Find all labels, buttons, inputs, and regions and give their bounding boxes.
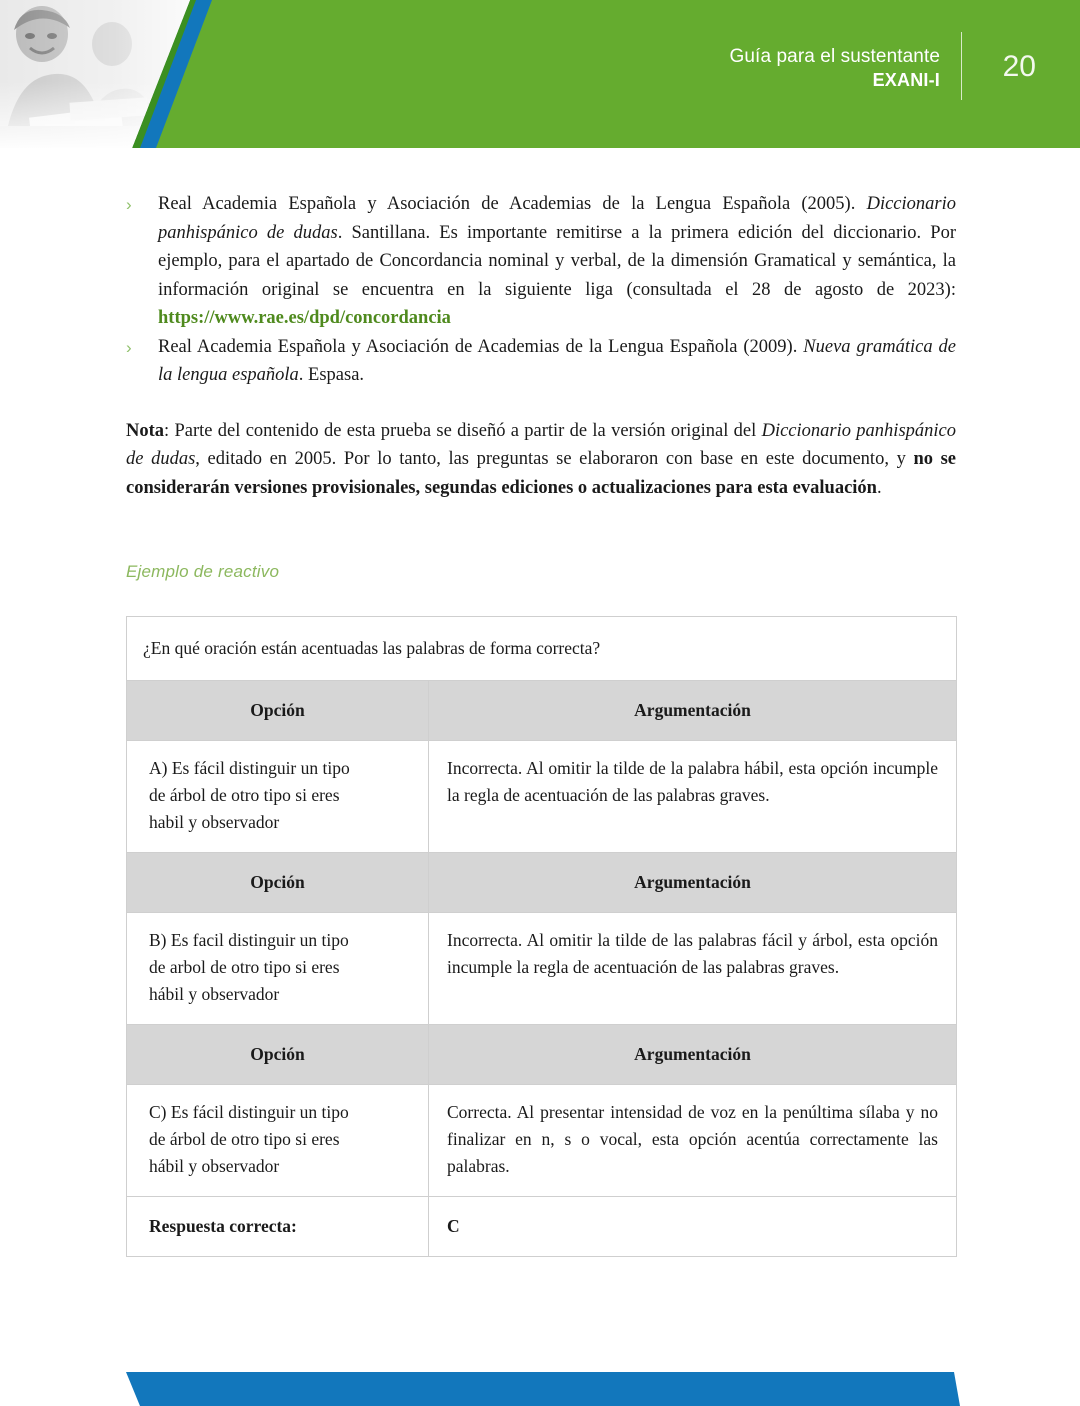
reference-list — [126, 190, 956, 390]
table-row — [127, 913, 957, 1025]
column-header-argumentacion: Argumentación — [429, 681, 957, 741]
nota-label: Nota — [126, 420, 165, 441]
option-line: B) Es facil distinguir un tipo — [149, 930, 349, 950]
nota-paragraph — [126, 417, 956, 503]
table-row-header — [127, 853, 957, 913]
reference-text-part2: . Espasa. — [298, 365, 365, 385]
table-row-header — [127, 681, 957, 741]
column-header-argumentacion: Argumentación — [429, 853, 957, 913]
table-row — [127, 741, 957, 853]
option-line: hábil y observador — [149, 1156, 280, 1176]
nota-bold-clause: no se considerarán versiones provisionales, segundas ediciones o actualizaciones para esta evaluación — [126, 449, 956, 498]
nota-italic-title: Diccionario panhispánico de dudas — [126, 420, 956, 469]
section-heading-ejemplo: Ejemplo de reactivo — [126, 562, 280, 581]
table-row-question — [127, 617, 957, 681]
nota-part2: , editado en 2005. Por lo tanto, las preguntas se elaboraron con base en este documento, y — [195, 449, 914, 469]
footer-blue-bar — [0, 1372, 1080, 1406]
chevron-right-icon: › — [126, 195, 132, 214]
column-header-opcion: Opción — [127, 853, 429, 913]
column-header-opcion: Opción — [127, 1025, 429, 1085]
header-title: Guía para el sustentante — [729, 46, 940, 67]
question-cell: ¿En qué oración están acentuadas las palabras de forma correcta? — [127, 617, 957, 681]
argument-cell-a: Incorrecta. Al omitir la tilde de la palabra hábil, esta opción incumple la regla de acentuación de las palabras graves. — [429, 741, 957, 853]
option-cell-c — [127, 1085, 429, 1197]
nota-part1: : Parte del contenido de esta prueba se diseñó a partir de la versión original del — [164, 420, 762, 441]
nota-part3: . — [876, 477, 882, 498]
column-header-opcion: Opción — [127, 681, 429, 741]
rae-link[interactable]: https://www.rae.es/dpd/concordancia — [158, 308, 451, 328]
column-header-argumentacion: Argumentación — [429, 1025, 957, 1085]
option-line: C) Es fácil distinguir un tipo — [149, 1102, 349, 1122]
header-title-block — [730, 44, 940, 93]
reference-text-part1: Real Academia Española y Asociación de Academias de la Lengua Española (2005). — [158, 194, 867, 214]
option-line: habil y observador — [149, 812, 280, 832]
reference-text-part1: Real Academia Española y Asociación de Academias de la Lengua Española (2009). — [158, 336, 804, 357]
page-number: 20 — [1002, 50, 1036, 83]
reference-text-part2: . Santillana. Es importante remitirse a la primera edición del diccionario. Por ejemplo, para el apartado de Concordancia nominal y verbal, de la dimensión Gramatical y semántica, la información original se encuentra en la siguiente liga (consultada el 28 de agosto de 2023): — [158, 222, 956, 300]
option-line: de arbol de otro tipo si eres — [149, 957, 340, 977]
argument-cell-b: Incorrecta. Al omitir la tilde de las palabras fácil y árbol, esta opción incumple la regla de acentuación de las palabras graves. — [429, 913, 957, 1025]
table-row — [127, 1085, 957, 1197]
option-line: de árbol de otro tipo si eres — [149, 1129, 340, 1149]
argument-cell-c: Correcta. Al presentar intensidad de voz en la penúltima sílaba y no finalizar en n, s o vocal, esta opción acentúa correctamente las palabras. — [429, 1085, 957, 1197]
page-footer — [0, 1372, 1080, 1406]
chevron-right-icon: › — [126, 337, 132, 357]
list-item — [126, 333, 956, 390]
header-divider — [961, 32, 962, 100]
list-item — [126, 190, 956, 333]
page-header — [0, 0, 1080, 148]
example-item-table — [126, 616, 957, 1257]
page-content — [126, 190, 956, 1257]
option-cell-a — [127, 741, 429, 853]
table-row-answer — [127, 1197, 957, 1257]
answer-value: C — [429, 1197, 957, 1257]
table-row-header — [127, 1025, 957, 1085]
header-subtitle: EXANI-I — [872, 70, 940, 91]
option-cell-b — [127, 913, 429, 1025]
option-line: de árbol de otro tipo si eres — [149, 785, 340, 805]
option-line: A) Es fácil distinguir un tipo — [149, 758, 350, 778]
reference-title-italic: Diccionario panhispánico de dudas — [158, 194, 956, 243]
option-line: hábil y observador — [149, 984, 280, 1004]
answer-label: Respuesta correcta: — [127, 1197, 429, 1257]
reference-title-italic: Nueva gramática de la lengua española — [158, 336, 956, 385]
